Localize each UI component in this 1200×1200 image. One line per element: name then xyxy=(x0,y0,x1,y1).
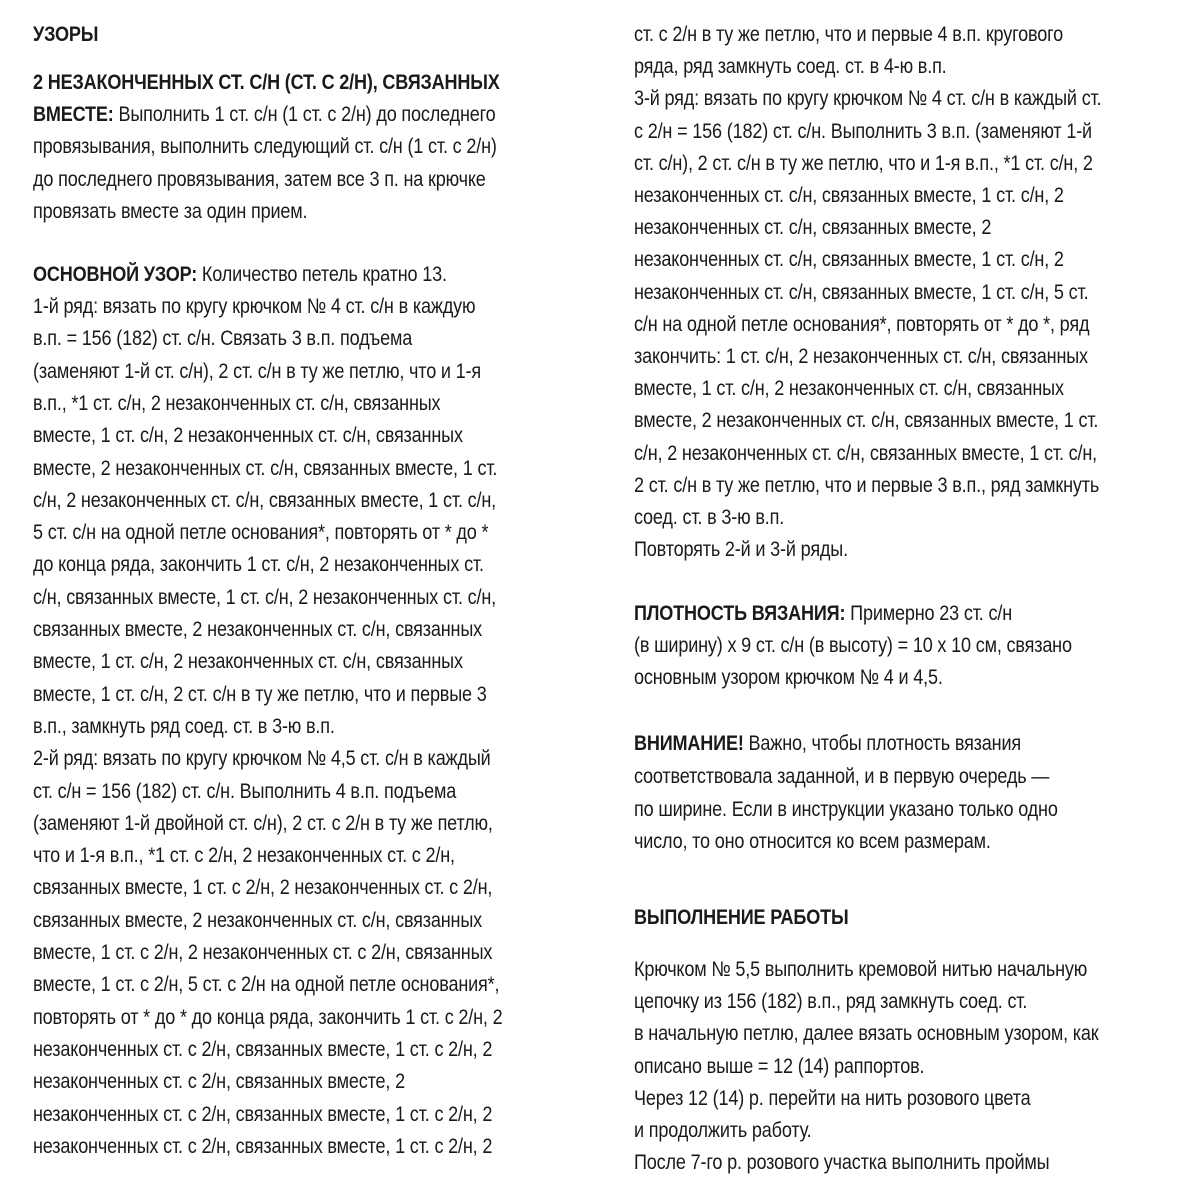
rows-continuation-line: незаконченных ст. с/н, связанных вместе, 1 ст. с/н, 5 ст. xyxy=(634,280,1089,304)
rows-continuation-line: 3-й ряд: вязать по кругу крючком № 4 ст. с/н в каждый ст. xyxy=(634,87,1102,111)
main-pattern-line: (заменяют 1-й двойной ст. с/н), 2 ст. с 2/н в ту же петлю, xyxy=(33,811,493,835)
work-instructions-line: После 7-го р. розового участка выполнить проймы xyxy=(634,1151,1050,1175)
attention-line: число, то оно относится ко всем размерам. xyxy=(634,830,991,853)
rows-continuation-line: незаконченных ст. с/н, связанных вместе, 2 xyxy=(634,216,992,240)
unfinished-stitches-heading-cont: ВМЕСТЕ: xyxy=(33,103,114,126)
main-pattern-line: незаконченных ст. с 2/н, связанных вместе, 1 ст. с 2/н, 2 xyxy=(33,1102,493,1126)
rows-continuation-line: незаконченных ст. с/н, связанных вместе, 1 ст. с/н, 2 xyxy=(634,184,1064,207)
main-pattern-line: вместе, 1 ст. с 2/н, 2 незаконченных ст. с 2/н, связанных xyxy=(33,941,493,964)
text-span: Важно, чтобы плотность вязания xyxy=(743,732,1021,755)
attention-line: соответствовала заданной, и в первую очередь — xyxy=(634,765,1050,788)
main-pattern-line: связанных вместе, 2 незаконченных ст. с/н, связанных xyxy=(33,618,483,641)
section-title-work: ВЫПОЛНЕНИЕ РАБОТЫ xyxy=(634,906,849,929)
main-pattern-line: 1-й ряд: вязать по кругу крючком № 4 ст. с/н в каждую xyxy=(33,295,476,318)
rows-continuation-line: Повторять 2-й и 3-й ряды. xyxy=(634,538,848,562)
main-pattern-line: 5 ст. с/н на одной петле основания*, повторять от * до * xyxy=(33,521,489,545)
main-pattern-line: вместе, 1 ст. с/н, 2 незаконченных ст. с/н, связанных xyxy=(33,424,463,448)
unfinished-stitches-heading: 2 НЕЗАКОНЧЕННЫХ СТ. С/Н (СТ. С 2/Н), СВЯЗАННЫХ xyxy=(33,71,500,94)
main-pattern-line: вместе, 2 незаконченных ст. с/н, связанных вместе, 1 ст. xyxy=(33,456,498,480)
work-instructions-line: описано выше = 12 (14) раппортов. xyxy=(634,1054,925,1078)
work-instructions-line: и продолжить работу. xyxy=(634,1119,812,1142)
rows-continuation-line: 2 ст. с/н в ту же петлю, что и первые 3 в.п., ряд замкнуть xyxy=(634,473,1100,497)
unfinished-stitches-line xyxy=(33,102,496,128)
rows-continuation-line: ст. с 2/н в ту же петлю, что и первые 4 в.п. кругового xyxy=(634,23,1063,46)
gauge-heading: ПЛОТНОСТЬ ВЯЗАНИЯ: xyxy=(634,602,846,625)
text-span: Примерно 23 ст. с/н xyxy=(845,602,1013,625)
section-title-patterns: УЗОРЫ xyxy=(33,23,99,46)
main-pattern-line: связанных вместе, 1 ст. с 2/н, 2 незаконченных ст. с 2/н, xyxy=(33,876,493,900)
main-pattern-line: с/н, связанных вместе, 1 ст. с/н, 2 незаконченных ст. с/н, xyxy=(33,585,497,609)
rows-continuation-line: ст. с/н), 2 ст. с/н в ту же петлю, что и 1-я в.п., *1 ст. с/н, 2 xyxy=(634,151,1093,175)
main-pattern-line: незаконченных ст. с 2/н, связанных вместе, 1 ст. с 2/н, 2 xyxy=(33,1037,493,1061)
unfinished-stitches-line: провязать вместе за один прием. xyxy=(33,200,308,223)
main-pattern-line: с/н, 2 незаконченных ст. с/н, связанных вместе, 1 ст. с/н, xyxy=(33,488,497,512)
rows-continuation-line: ряда, ряд замкнуть соед. ст. в 4-ю в.п. xyxy=(634,55,947,79)
gauge-line xyxy=(634,601,1012,627)
rows-continuation-line: закончить: 1 ст. с/н, 2 незаконченных ст. с/н, связанных xyxy=(634,345,1088,368)
main-pattern-line: незаконченных ст. с 2/н, связанных вместе, 1 ст. с 2/н, 2 xyxy=(33,1134,493,1158)
work-instructions-line: Крючком № 5,5 выполнить кремовой нитью начальную xyxy=(634,958,1088,981)
attention-heading: ВНИМАНИЕ! xyxy=(634,732,744,755)
rows-continuation-line: соед. ст. в 3-ю в.п. xyxy=(634,506,785,529)
text-span: Количество петель кратно 13. xyxy=(197,263,447,286)
main-pattern-line: связанных вместе, 2 незаконченных ст. с/н, связанных xyxy=(33,908,483,932)
main-pattern-line: вместе, 1 ст. с 2/н, 5 ст. с 2/н на одной петле основания*, xyxy=(33,973,500,997)
main-pattern-line: что и 1-я в.п., *1 ст. с 2/н, 2 незаконченных ст. с 2/н, xyxy=(33,844,455,868)
work-instructions-line: в начальную петлю, далее вязать основным узором, как xyxy=(634,1022,1099,1046)
main-pattern-line: в.п., *1 ст. с/н, 2 незаконченных ст. с/н, связанных xyxy=(33,391,441,415)
text-span: Выполнить 1 ст. с/н (1 ст. с 2/н) до последнего xyxy=(113,103,496,126)
rows-continuation-line: вместе, 2 незаконченных ст. с/н, связанных вместе, 1 ст. xyxy=(634,409,1099,433)
main-pattern-heading: ОСНОВНОЙ УЗОР: xyxy=(33,263,198,286)
work-instructions-line: цепочку из 156 (182) в.п., ряд замкнуть соед. ст. xyxy=(634,990,1028,1014)
unfinished-stitches-line: до последнего провязывания, затем все 3 п. на крючке xyxy=(33,168,486,191)
main-pattern-line: (заменяют 1-й ст. с/н), 2 ст. с/н в ту же петлю, что и 1-я xyxy=(33,359,482,383)
main-pattern-line: повторять от * до * до конца ряда, закончить 1 ст. с 2/н, 2 xyxy=(33,1005,503,1029)
rows-continuation-line: вместе, 1 ст. с/н, 2 незаконченных ст. с/н, связанных xyxy=(634,377,1064,401)
main-pattern-line: 2-й ряд: вязать по кругу крючком № 4,5 ст. с/н в каждый xyxy=(33,747,491,771)
gauge-line: (в ширину) х 9 ст. с/н (в высоту) = 10 х 10 см, связано xyxy=(634,634,1072,657)
rows-continuation-line: с/н, 2 незаконченных ст. с/н, связанных вместе, 1 ст. с/н, xyxy=(634,441,1098,465)
rows-continuation-line: с/н на одной петле основания*, повторять от * до *, ряд xyxy=(634,312,1090,336)
main-pattern-line: вместе, 1 ст. с/н, 2 незаконченных ст. с/н, связанных xyxy=(33,650,463,674)
attention-line xyxy=(634,731,1021,757)
work-instructions-line: Через 12 (14) р. перейти на нить розового цвета xyxy=(634,1086,1031,1110)
main-pattern-line: в.п., замкнуть ряд соед. ст. в 3-ю в.п. xyxy=(33,714,335,738)
main-pattern-line xyxy=(33,262,447,288)
rows-continuation-line: незаконченных ст. с/н, связанных вместе, 1 ст. с/н, 2 xyxy=(634,248,1064,272)
unfinished-stitches-line: провязывания, выполнить следующий ст. с/н (1 ст. с 2/н) xyxy=(33,135,497,158)
rows-continuation-line: с 2/н = 156 (182) ст. с/н. Выполнить 3 в.п. (заменяют 1-й xyxy=(634,119,1092,143)
attention-line: по ширине. Если в инструкции указано только одно xyxy=(634,798,1058,821)
main-pattern-line: вместе, 1 ст. с/н, 2 ст. с/н в ту же петлю, что и первые 3 xyxy=(33,682,487,706)
main-pattern-line: ст. с/н = 156 (182) ст. с/н. Выполнить 4 в.п. подъема xyxy=(33,779,457,803)
gauge-line: основным узором крючком № 4 и 4,5. xyxy=(634,666,943,689)
main-pattern-line: до конца ряда, закончить 1 ст. с/н, 2 незаконченных ст. xyxy=(33,553,484,577)
main-pattern-line: незаконченных ст. с 2/н, связанных вместе, 2 xyxy=(33,1070,405,1094)
main-pattern-line: в.п. = 156 (182) ст. с/н. Связать 3 в.п. подъема xyxy=(33,327,413,351)
